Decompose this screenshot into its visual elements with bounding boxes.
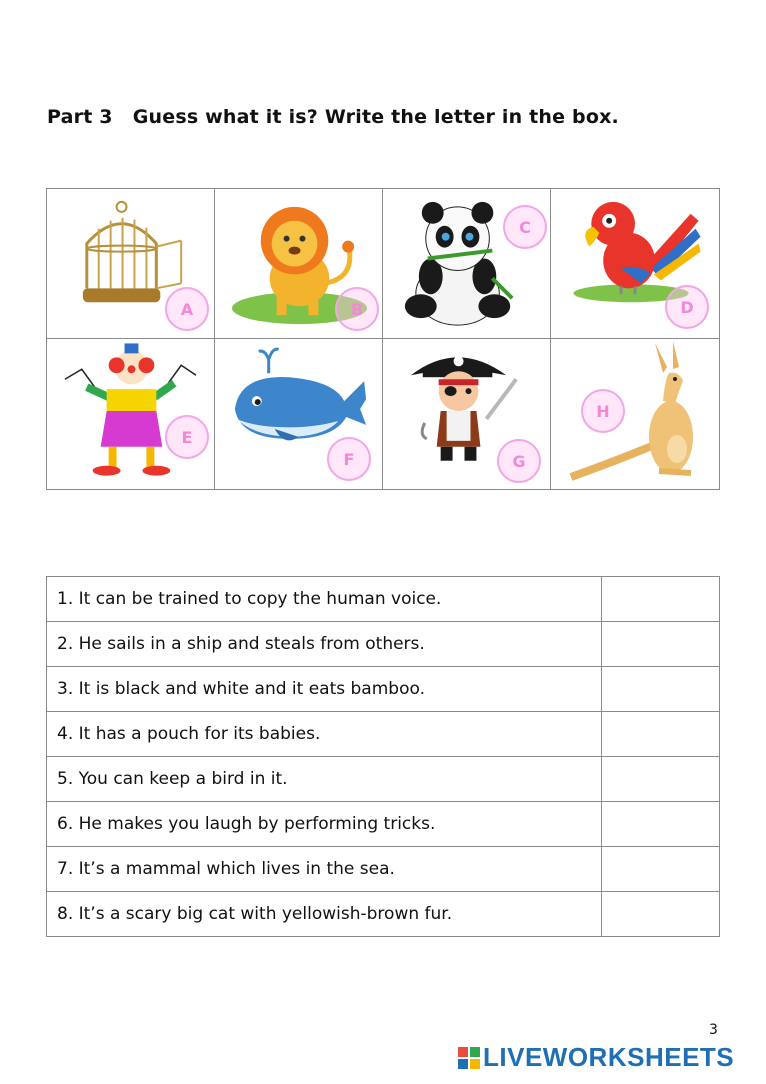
answer-box[interactable] [602,757,720,802]
letter-badge: A [165,287,209,331]
brand-footer[interactable] [458,1042,734,1073]
table-row [47,622,720,667]
answer-box[interactable] [602,667,720,712]
page-number: 3 [709,1022,718,1038]
table-row [47,847,720,892]
letter-badge: C [503,205,547,249]
instruction-text: Guess what it is? Write the letter in the box. [132,106,619,128]
table-row [47,892,720,937]
table-row [47,802,720,847]
picture-cell-h [551,339,719,489]
question-text: 3. It is black and white and it eats bamboo. [47,667,602,712]
letter-badge: D [665,285,709,329]
question-text: 6. He makes you laugh by performing tricks. [47,802,602,847]
question-table [46,576,720,937]
table-row [47,712,720,757]
letter-badge: F [327,437,371,481]
clown-icon [47,339,214,489]
picture-cell-g [383,339,551,489]
question-text: 7. It’s a mammal which lives in the sea. [47,847,602,892]
answer-box[interactable] [602,622,720,667]
answer-box[interactable] [602,892,720,937]
letter-badge: E [165,415,209,459]
picture-cell-c [383,189,551,339]
worksheet-title [47,106,619,128]
question-text: 2. He sails in a ship and steals from others. [47,622,602,667]
table-row [47,667,720,712]
letter-badge: B [335,287,379,331]
part-label: Part 3 [47,106,113,128]
kangaroo-icon [551,339,719,489]
answer-box[interactable] [602,847,720,892]
picture-cell-e [47,339,215,489]
question-text: 5. You can keep a bird in it. [47,757,602,802]
question-text: 1. It can be trained to copy the human voice. [47,577,602,622]
picture-cell-f [215,339,383,489]
answer-box[interactable] [602,802,720,847]
answer-box[interactable] [602,712,720,757]
letter-badge: H [581,389,625,433]
question-text: 4. It has a pouch for its babies. [47,712,602,757]
picture-cell-d [551,189,719,339]
table-row [47,757,720,802]
letter-badge: G [497,439,541,483]
brand-name: LIVEWORKSHEETS [483,1042,735,1072]
question-text: 8. It’s a scary big cat with yellowish-brown fur. [47,892,602,937]
picture-grid [46,188,720,490]
answer-box[interactable] [602,577,720,622]
liveworksheets-logo-icon [458,1047,480,1069]
table-row [47,577,720,622]
picture-cell-a [47,189,215,339]
picture-cell-b [215,189,383,339]
